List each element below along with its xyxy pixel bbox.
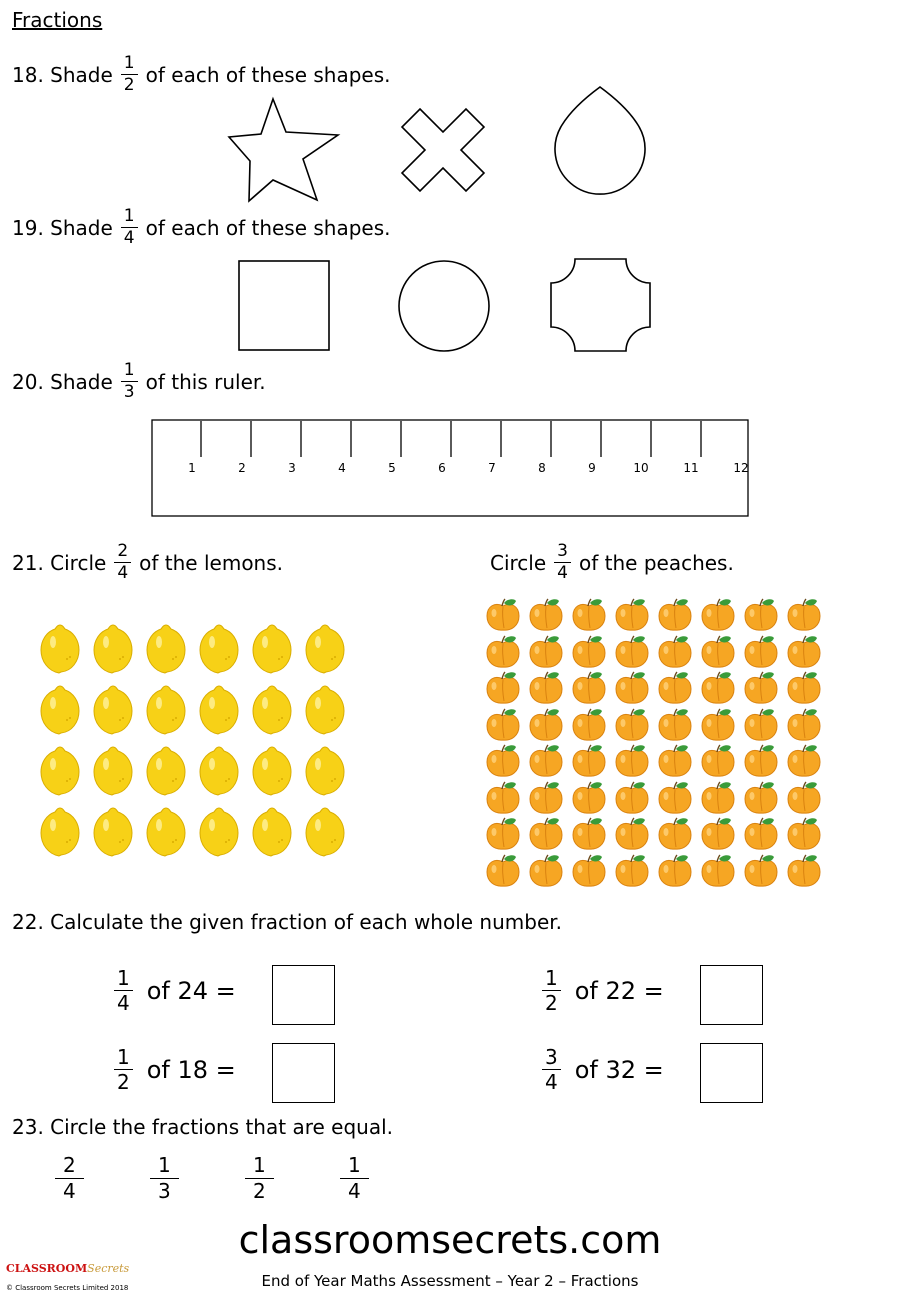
question-20-number: 20. Shade (12, 369, 113, 394)
calc-fraction (114, 968, 133, 1013)
peach-icon[interactable] (485, 854, 521, 888)
fraction-numerator: 2 (114, 543, 131, 563)
star-shape[interactable] (229, 99, 338, 201)
fraction-numerator: 1 (340, 1155, 369, 1179)
answer-box-3[interactable] (272, 1043, 335, 1103)
answer-box-2[interactable] (700, 965, 763, 1025)
lemon-icon[interactable] (252, 685, 292, 735)
logo-script-text: Secrets (87, 1262, 130, 1275)
peach-icon[interactable] (700, 635, 736, 669)
peach-icon[interactable] (571, 854, 607, 888)
peach-icon[interactable] (614, 598, 650, 632)
peach-icon[interactable] (571, 635, 607, 669)
question-22-text: 22. Calculate the given fraction of each whole number. (12, 910, 563, 934)
peach-icon[interactable] (657, 854, 693, 888)
peach-icon[interactable] (743, 854, 779, 888)
lemon-icon[interactable] (146, 624, 186, 674)
calc-text: of 24 = (146, 976, 236, 1005)
peach-icon[interactable] (528, 598, 564, 632)
question-19-number: 19. Shade (12, 215, 113, 240)
lemon-icon[interactable] (199, 624, 239, 674)
peach-icon[interactable] (528, 854, 564, 888)
lemon-icon[interactable] (305, 685, 345, 735)
lemon-icon[interactable] (252, 746, 292, 796)
peach-icon[interactable] (485, 635, 521, 669)
question-21-number: 21. Circle (12, 550, 107, 575)
calc-fraction (542, 968, 561, 1013)
lemon-icon[interactable] (93, 624, 133, 674)
peach-icon[interactable] (786, 598, 822, 632)
ruler-label: 10 (633, 461, 649, 475)
peach-icon[interactable] (657, 744, 693, 778)
peach-icon[interactable] (614, 817, 650, 851)
peach-icon[interactable] (614, 708, 650, 742)
peach-icon[interactable] (700, 817, 736, 851)
calc-item-1 (114, 968, 236, 1013)
peach-icon[interactable] (528, 817, 564, 851)
question-18-text: of each of these shapes. (145, 62, 391, 87)
fraction-numerator: 3 (554, 543, 571, 563)
lemon-icon[interactable] (305, 746, 345, 796)
ruler-label: 6 (438, 461, 446, 475)
peach-icon[interactable] (614, 854, 650, 888)
peach-icon[interactable] (485, 598, 521, 632)
question-21b-label: Circle (490, 550, 547, 575)
calc-item-2 (542, 968, 664, 1013)
site-url[interactable]: classroomsecrets.com (238, 1218, 662, 1262)
peach-icon[interactable] (743, 671, 779, 705)
peach-icon[interactable] (700, 744, 736, 778)
equal-fraction-option[interactable] (245, 1153, 274, 1201)
peach-icon[interactable] (743, 817, 779, 851)
peach-icon[interactable] (700, 671, 736, 705)
peach-icon[interactable] (657, 671, 693, 705)
calc-text: of 18 = (146, 1055, 236, 1084)
footer-caption: End of Year Maths Assessment – Year 2 – Fractions (261, 1272, 639, 1290)
calc-text: of 32 = (574, 1055, 664, 1084)
lemon-icon[interactable] (40, 685, 80, 735)
peach-icon[interactable] (786, 671, 822, 705)
lemon-icon[interactable] (199, 685, 239, 735)
fraction-numerator: 1 (121, 362, 138, 382)
lemon-icon[interactable] (199, 746, 239, 796)
teardrop-shape[interactable] (555, 87, 645, 194)
ruler-label: 8 (538, 461, 546, 475)
peach-icon[interactable] (528, 781, 564, 815)
fraction-numerator: 1 (114, 968, 133, 991)
fraction-denominator: 4 (348, 1179, 361, 1203)
peach-icon[interactable] (614, 671, 650, 705)
lemon-icon[interactable] (146, 685, 186, 735)
peach-icon[interactable] (743, 598, 779, 632)
lemon-icon[interactable] (252, 624, 292, 674)
lemon-grid (40, 624, 360, 864)
calc-item-4 (542, 1047, 664, 1092)
fraction-denominator: 2 (545, 991, 558, 1015)
peach-grid (485, 598, 835, 890)
peach-icon[interactable] (571, 671, 607, 705)
answer-box-4[interactable] (700, 1043, 763, 1103)
fraction-denominator: 2 (117, 1070, 130, 1094)
peach-icon[interactable] (786, 854, 822, 888)
equal-fraction-option[interactable] (150, 1153, 179, 1201)
peach-icon[interactable] (786, 708, 822, 742)
fraction-denominator: 4 (63, 1179, 76, 1203)
copyright: © Classroom Secrets Limited 2018 (6, 1284, 129, 1292)
lemon-icon[interactable] (252, 807, 292, 857)
calc-fraction (542, 1047, 561, 1092)
equal-fraction-option[interactable] (340, 1153, 369, 1201)
peach-icon[interactable] (657, 708, 693, 742)
fraction-denominator: 4 (123, 228, 135, 248)
peach-icon[interactable] (786, 744, 822, 778)
lemon-icon[interactable] (93, 685, 133, 735)
circle-shape[interactable] (399, 261, 489, 351)
peach-icon[interactable] (786, 635, 822, 669)
ruler-label: 12 (733, 461, 749, 475)
equal-fraction-option[interactable] (55, 1153, 84, 1201)
calc-text: of 22 = (574, 976, 664, 1005)
peach-icon[interactable] (485, 708, 521, 742)
peach-icon[interactable] (657, 598, 693, 632)
peach-icon[interactable] (485, 781, 521, 815)
peach-icon[interactable] (571, 708, 607, 742)
fraction-denominator: 4 (557, 563, 568, 583)
peach-icon[interactable] (743, 635, 779, 669)
lemon-icon[interactable] (40, 746, 80, 796)
lemon-icon[interactable] (93, 746, 133, 796)
peach-icon[interactable] (485, 817, 521, 851)
lemon-icon[interactable] (305, 807, 345, 857)
question-19-text: of each of these shapes. (145, 215, 391, 240)
peach-icon[interactable] (657, 781, 693, 815)
peach-icon[interactable] (657, 817, 693, 851)
lemon-icon[interactable] (305, 624, 345, 674)
fraction-denominator: 2 (253, 1179, 266, 1203)
ruler[interactable] (152, 420, 749, 516)
ruler-label: 5 (388, 461, 396, 475)
peach-icon[interactable] (786, 817, 822, 851)
peach-icon[interactable] (485, 744, 521, 778)
fraction-numerator: 1 (121, 208, 138, 228)
peach-icon[interactable] (571, 598, 607, 632)
peach-icon[interactable] (700, 854, 736, 888)
lemon-icon[interactable] (93, 807, 133, 857)
question-21b-text: of the peaches. (579, 550, 734, 575)
peach-icon[interactable] (700, 781, 736, 815)
lemon-icon[interactable] (40, 807, 80, 857)
fraction-denominator: 4 (545, 1070, 558, 1094)
classroom-secrets-logo (6, 1262, 129, 1275)
fraction-denominator: 4 (117, 991, 130, 1015)
question-22 (12, 910, 562, 934)
fraction-numerator: 1 (542, 968, 561, 991)
logo-main-text: CLASSROOM (6, 1262, 88, 1275)
peach-icon[interactable] (743, 781, 779, 815)
peach-icon[interactable] (485, 671, 521, 705)
worksheet-title: Fractions (12, 8, 103, 32)
fraction-denominator: 2 (123, 75, 135, 95)
peach-icon[interactable] (571, 744, 607, 778)
ruler-label: 3 (288, 461, 296, 475)
lemon-icon[interactable] (146, 746, 186, 796)
question-20-text: of this ruler. (145, 369, 266, 394)
answer-box-1[interactable] (272, 965, 335, 1025)
calc-fraction (114, 1047, 133, 1092)
peach-icon[interactable] (571, 781, 607, 815)
peach-icon[interactable] (657, 635, 693, 669)
fraction-numerator: 2 (55, 1155, 84, 1179)
fraction-numerator: 1 (245, 1155, 274, 1179)
fraction-denominator: 4 (117, 563, 129, 583)
peach-icon[interactable] (614, 744, 650, 778)
fraction-denominator: 3 (123, 382, 135, 402)
ruler-label: 11 (683, 461, 699, 475)
fraction-numerator: 1 (114, 1047, 133, 1070)
fraction-numerator: 3 (542, 1047, 561, 1070)
peach-icon[interactable] (528, 744, 564, 778)
question-23-text: 23. Circle the fractions that are equal. (12, 1115, 393, 1139)
peach-icon[interactable] (786, 781, 822, 815)
question-23 (12, 1115, 393, 1139)
fraction-numerator: 1 (150, 1155, 179, 1179)
fraction-numerator: 1 (121, 55, 138, 75)
fraction-denominator: 3 (158, 1179, 171, 1203)
notched-square-shape[interactable] (551, 259, 650, 351)
peach-icon[interactable] (528, 671, 564, 705)
peach-icon[interactable] (528, 635, 564, 669)
peach-icon[interactable] (571, 817, 607, 851)
ruler-label: 9 (588, 461, 596, 475)
ruler-label: 4 (338, 461, 346, 475)
lemon-icon[interactable] (199, 807, 239, 857)
lemon-icon[interactable] (40, 624, 80, 674)
peach-icon[interactable] (743, 708, 779, 742)
cross-shape[interactable] (402, 109, 484, 191)
peach-icon[interactable] (743, 744, 779, 778)
ruler-label: 1 (188, 461, 196, 475)
lemon-icon[interactable] (146, 807, 186, 857)
calc-item-3 (114, 1047, 236, 1092)
ruler-label: 7 (488, 461, 496, 475)
question-21-text: of the lemons. (139, 550, 284, 575)
question-18-number: 18. Shade (12, 62, 113, 87)
peach-icon[interactable] (614, 635, 650, 669)
peach-icon[interactable] (528, 708, 564, 742)
ruler-label: 2 (238, 461, 246, 475)
peach-icon[interactable] (700, 708, 736, 742)
peach-icon[interactable] (700, 598, 736, 632)
peach-icon[interactable] (614, 781, 650, 815)
square-shape[interactable] (239, 261, 329, 350)
